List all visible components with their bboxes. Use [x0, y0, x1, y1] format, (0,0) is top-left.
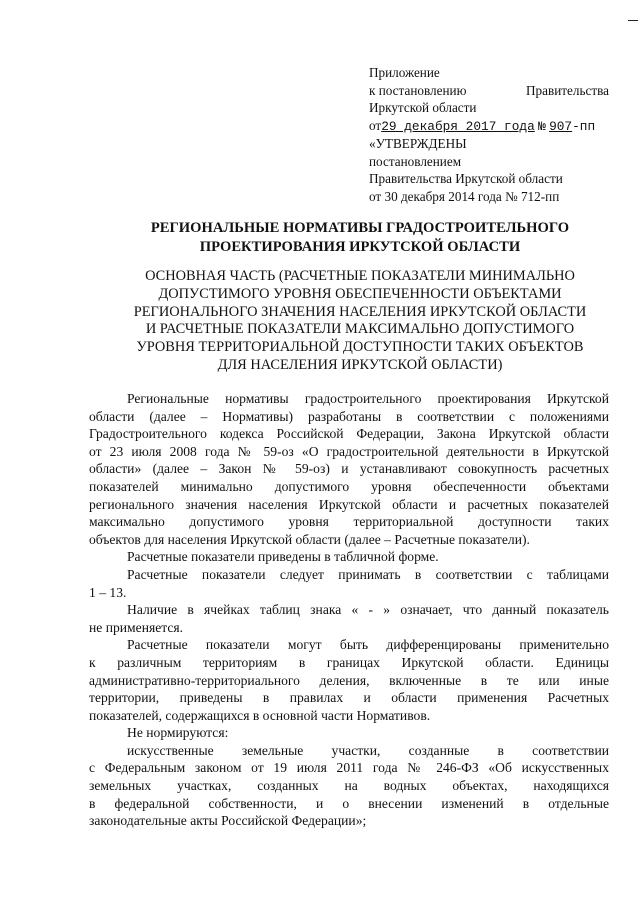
resolution-date-line — [369, 117, 609, 136]
approval-block — [369, 64, 609, 205]
text-line: Региональные нормативы градостроительного проектирования Иркутской — [127, 391, 609, 406]
text-line: области (далее – Нормативы) разработаны в соответствии с положениями — [89, 408, 609, 424]
resolution-number: 907 — [549, 118, 573, 134]
paragraph-purpose — [89, 390, 609, 548]
text-line: регионального значения населения Иркутской области и расчетных показателей — [89, 496, 609, 512]
text-line: с Федеральным законом от 19 июля 2011 года № 246-ФЗ «Об искусственных — [89, 760, 609, 776]
original-resolution: от 30 декабря 2014 года № 712-пп — [369, 188, 560, 204]
text-line: административно-территориального деления, включенные в те или иные — [89, 672, 609, 688]
text-line: в федеральной собственности, и о внесении изменений в отдельные — [89, 795, 609, 811]
approved-label: «УТВЕРЖДЕНЫ — [369, 136, 467, 151]
page-edge-mark — [628, 20, 638, 21]
paragraph-dash-sign — [89, 601, 609, 636]
number-suffix: -пп — [572, 118, 596, 134]
text-line: Градостроительного кодекса Российской Федерации, Закона Иркутской области — [89, 426, 609, 442]
section-heading-line: ДЛЯ НАСЕЛЕНИЯ ИРКУТСКОЙ ОБЛАСТИ) — [217, 356, 503, 373]
text-line: 1 – 13. — [89, 584, 127, 600]
text-line: не применяется. — [89, 619, 184, 635]
section-heading-line: И РАСЧЕТНЫЕ ПОКАЗАТЕЛИ МАКСИМАЛЬНО ДОПУСТИМОГО — [145, 321, 575, 338]
text-line: Расчетные показатели следует принимать в соответствии с таблицами — [127, 566, 609, 582]
text-line: территории, приведены в правилах и области применения Расчетных — [89, 690, 609, 706]
resolution-reference-left: к постановлению — [369, 82, 467, 98]
text-line: объектов для населения Иркутской области (далее – Расчетные показатели). — [89, 531, 530, 547]
title-line: ПРОЕКТИРОВАНИЯ ИРКУТСКОЙ ОБЛАСТИ — [199, 238, 521, 255]
paragraph-tables — [89, 566, 609, 601]
approved-by: постановлением — [369, 153, 462, 169]
text-line: от 23 июля 2008 года № 59-оз «О градостроительной деятельности в Иркутской — [89, 443, 609, 459]
text-line: показателей минимально допустимого уровня обеспеченности объектами — [89, 478, 609, 494]
text-line: к различным территориям в границах Иркутской области. Единицы — [89, 654, 609, 670]
approving-authority: Правительства Иркутской области — [369, 171, 563, 186]
text-line: законодательные акты Российской Федерации»; — [89, 813, 367, 829]
region-name: Иркутской области — [369, 100, 477, 115]
text-line: области» (далее – Закон № 59-оз) и устанавливают совокупность расчетных — [89, 461, 609, 477]
paragraph-not-regulated — [89, 724, 609, 742]
text-line: земельных участках, созданных на водных объектах, находящихся — [89, 778, 609, 794]
number-sign: № — [538, 118, 546, 134]
paragraph-artificial-land — [89, 742, 609, 830]
title-line: РЕГИОНАЛЬНЫЕ НОРМАТИВЫ ГРАДОСТРОИТЕЛЬНОГО — [150, 220, 570, 236]
text-line: максимально допустимого уровня территориальной доступности таких — [89, 514, 609, 530]
paragraph-table-form — [89, 548, 609, 566]
resolution-reference-right: Правительства — [526, 82, 609, 98]
text-line: показателей, содержащихся в основной части Нормативов. — [89, 707, 431, 723]
section-heading-line: ДОПУСТИМОГО УРОВНЯ ОБЕСПЕЧЕННОСТИ ОБЪЕКТАМИ — [158, 285, 562, 302]
text-line: Наличие в ячейках таблиц знака « - » означает, что данный показатель — [127, 602, 609, 618]
paragraph-differentiation — [89, 636, 609, 724]
document-title — [100, 219, 620, 256]
text-line: Не нормируются: — [127, 725, 229, 741]
section-heading — [100, 268, 620, 375]
date-prefix: от — [369, 117, 382, 133]
section-heading-line: ОСНОВНАЯ ЧАСТЬ (РАСЧЕТНЫЕ ПОКАЗАТЕЛИ МИНИМАЛЬНО — [145, 268, 575, 284]
resolution-date: 29 декабря 2017 года — [381, 118, 535, 134]
text-line: искусственные земельные участки, созданные в соответствии — [127, 742, 609, 758]
document-body — [89, 390, 609, 830]
text-line: Расчетные показатели приведены в табличной форме. — [127, 549, 439, 565]
section-heading-line: УРОВНЯ ТЕРРИТОРИАЛЬНОЙ ДОСТУПНОСТИ ТАКИХ ОБЪЕКТОВ — [136, 339, 584, 356]
resolution-reference — [369, 82, 609, 100]
appendix-label: Приложение — [369, 65, 440, 80]
text-line: Расчетные показатели могут быть дифференцированы применительно — [127, 637, 609, 653]
section-heading-line: РЕГИОНАЛЬНОГО ЗНАЧЕНИЯ НАСЕЛЕНИЯ ИРКУТСКОЙ ОБЛАСТИ — [133, 303, 587, 320]
